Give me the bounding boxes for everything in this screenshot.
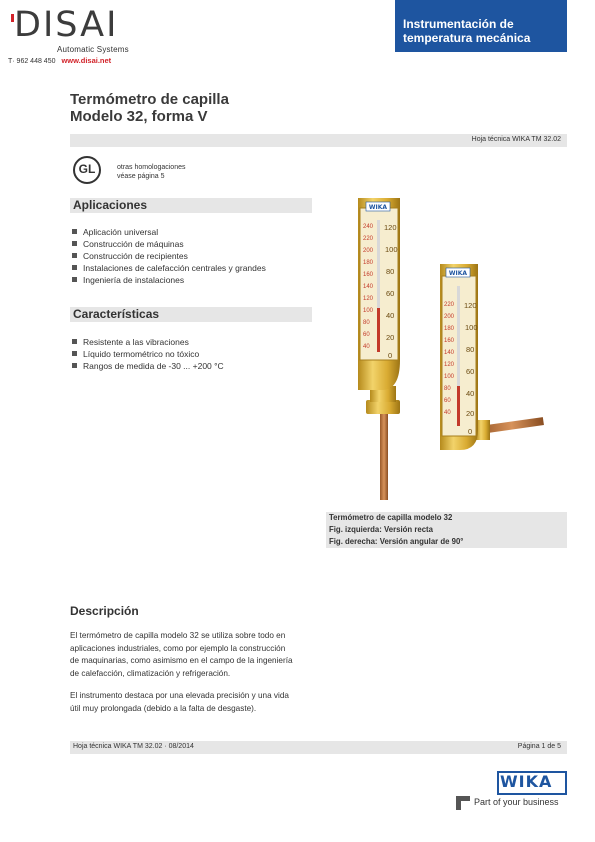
description-line: El termómetro de capilla modelo 32 se utiliza sobre todo en [70,631,286,640]
features-heading-bar [70,307,312,322]
scale-label: 40 [386,311,395,320]
description-paragraph-2 [70,690,330,715]
approvals-note [117,163,186,181]
scale-label: 80 [466,345,475,354]
caption-line-2: Fig. izquierda: Versión recta [329,525,433,534]
scale-label: 160 [363,272,374,278]
description-line: aplicaciones industriales, como por ejemplo la construcción [70,643,286,653]
scale-label: 200 [363,248,374,254]
thermometer-figure [330,190,570,510]
list-item: Construcción de recipientes [72,250,266,262]
applications-heading-bar [70,198,312,213]
scale-label: 60 [363,332,370,338]
scale-label: 140 [444,350,455,356]
scale-label: 220 [363,236,374,242]
gl-approval-icon [73,156,101,184]
scale-label: 180 [363,260,374,266]
caption-line-3: Fig. derecha: Versión angular de 90° [329,537,464,546]
scale-label: 180 [444,326,455,332]
scale-label: 60 [444,398,451,404]
scale-label: 100 [363,308,374,314]
list-item: Líquido termométrico no tóxico [72,348,224,360]
scale-label: 60 [466,367,475,376]
phone-number: T· 962 448 450 [8,58,56,65]
contact-line [8,56,111,65]
scale-label: 100 [465,323,478,332]
scale-label: 40 [444,410,451,416]
applications-heading: Aplicaciones [73,198,148,212]
scale-label: 20 [466,409,475,418]
website-link[interactable]: www.disai.net [61,56,112,65]
features-list [72,336,224,372]
description-line: útil muy prolongada (debido a la falta de desgaste). [70,703,257,713]
wika-logo [497,771,567,793]
scale-label: 120 [384,223,397,232]
scale-label: 80 [363,320,370,326]
scale-label: 120 [363,296,374,302]
list-item: Aplicación universal [72,226,266,238]
wika-logo-text: WIKA [500,772,553,791]
scale-label: 80 [386,267,395,276]
category-line-2: temperatura mecánica [403,31,531,45]
wika-label: WIKA [368,204,388,211]
gl-badge-text: GL [78,162,96,176]
disai-logo [8,6,148,56]
list-item: Ingeniería de instalaciones [72,274,266,286]
angled-thermometer [440,264,544,450]
datasheet-ref: Hoja técnica WIKA TM 32.02 [471,136,561,143]
footer-bar [70,741,567,754]
footer-ref: Hoja técnica WIKA TM 32.02 · 08/2014 [73,743,194,750]
figure-caption [326,512,567,548]
description-line: El instrumento destaca por una elevada precisión y una vida [70,691,289,700]
scale-label: 100 [385,245,398,254]
category-line-1: Instrumentación de [403,17,514,31]
list-item: Instalaciones de calefacción centrales y grandes [72,262,266,274]
list-item: Resistente a las vibraciones [72,336,224,348]
scale-label: 40 [363,344,370,350]
datasheet-ref-bar [70,134,567,147]
description-heading: Descripción [70,604,139,618]
approvals-note-line-1: otras homologaciones [117,164,186,171]
scale-label: 140 [363,284,374,290]
features-heading: Características [73,307,160,321]
scale-label: 80 [444,386,451,392]
scale-label: 240 [363,224,374,230]
description-line: de calefacción, climatización y refrigeración. [70,668,231,678]
page-number: Página 1 de 5 [517,743,561,750]
title-line-2: Modelo 32, forma V [70,108,208,125]
caption-line-1: Termómetro de capilla modelo 32 [329,513,453,522]
page-title [70,91,229,125]
scale-label: 160 [444,338,455,344]
scale-label: 0 [388,351,393,360]
scale-label: 60 [386,289,395,298]
scale-label: 20 [386,333,395,342]
approvals-note-line-2: véase página 5 [117,173,165,180]
tagline [456,796,568,810]
list-item: Rangos de medida de -30 ... +200 °C [72,360,224,372]
straight-thermometer [358,198,400,500]
title-line-1: Termómetro de capilla [70,91,229,108]
wika-label: WIKA [448,270,468,277]
brand-subtitle: Automatic Systems [57,45,129,54]
scale-label: 120 [444,362,455,368]
applications-list [72,226,266,286]
tagline-text: Part of your business [474,797,559,807]
scale-label: 100 [444,374,455,380]
brand-name: DISAI [14,5,119,45]
scale-label: 120 [464,301,477,310]
list-item: Construcción de máquinas [72,238,266,250]
scale-label: 0 [468,427,473,436]
scale-label: 40 [466,389,475,398]
description-line: de maquinarias, como asimismo en el campo de la ingeniería [70,656,293,665]
description-paragraph-1 [70,630,330,680]
scale-label: 200 [444,314,455,320]
category-banner [395,0,567,52]
scale-label: 220 [444,302,455,308]
